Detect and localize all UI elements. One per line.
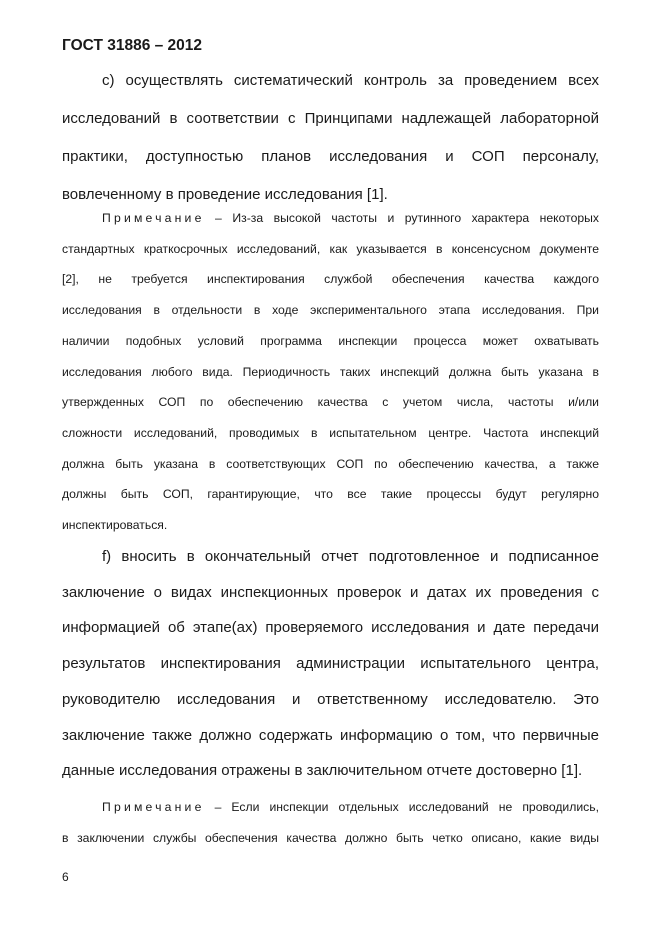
paragraph-line: данные исследования отражены в заключительном отчете достоверно [1]. [62,762,583,780]
note-text: – Если инспекции отдельных исследований не проводились, [204,800,599,814]
note-line: в заключении службы обеспечения качества должно быть четко описано, какие виды [62,831,599,845]
paragraph-line: практики, доступностью планов исследования и СОП персоналу, [62,148,599,165]
paragraph-c [62,62,599,214]
paragraph-line: с) осуществлять систематический контроль за проведением всех [102,72,599,89]
paragraph-f [62,539,599,789]
document-header: ГОСТ 31886 – 2012 [62,37,203,54]
note-line: инспектироваться. [62,518,168,533]
note-line: наличии подобных условий программа инспекции процесса может охватывать [62,333,599,348]
note-line: должна быть указана в соответствующих СОП по обеспечению качества, а также [62,456,599,471]
note-line: исследования в отдельности в ходе экспериментального этапа исследования. При [62,303,599,318]
note-label: Примечание [102,211,205,225]
note-text: – Из-за высокой частоты и рутинного характера некоторых [204,211,599,225]
page-number: 6 [62,870,69,884]
note-label: Примечание [102,800,205,814]
note-line: стандартных краткосрочных исследований, как указывается в консенсусном документе [62,241,599,256]
paragraph-line: вовлеченному в проведение исследования [1]. [62,186,388,203]
paragraph-line: f) вносить в окончательный отчет подготовленное и подписанное [102,548,599,565]
note-line [62,203,599,234]
paragraph-line: результатов инспектирования администрации испытательного центра, [62,655,599,673]
note-1 [62,203,599,541]
note-line: исследования любого вида. Периодичность таких инспекций должна быть указана в [62,364,599,379]
paragraph-line: руководителю исследования и ответственному исследователю. Это [62,690,599,708]
note-line: сложности исследований, проводимых в испытательном центре. Частота инспекций [62,425,599,440]
note-line [62,792,599,823]
note-2 [62,792,599,854]
paragraph-line: исследований в соответствии с Принципами надлежащей лабораторной [62,110,599,127]
paragraph-line: заключение о видах инспекционных проверок и датах их проведения с [62,583,599,601]
note-line: [2], не требуется инспектирования службой обеспечения качества каждого [62,272,599,287]
note-line: утвержденных СОП по обеспечению качества с учетом числа, частоты и/или [62,395,599,410]
note-line: должны быть СОП, гарантирующие, что все такие процессы будут регулярно [62,487,599,502]
paragraph-line: заключение также должно содержать информацию о том, что первичные [62,726,599,744]
paragraph-line: информацией об этапе(ах) проверяемого исследования и дате передачи [62,619,599,637]
